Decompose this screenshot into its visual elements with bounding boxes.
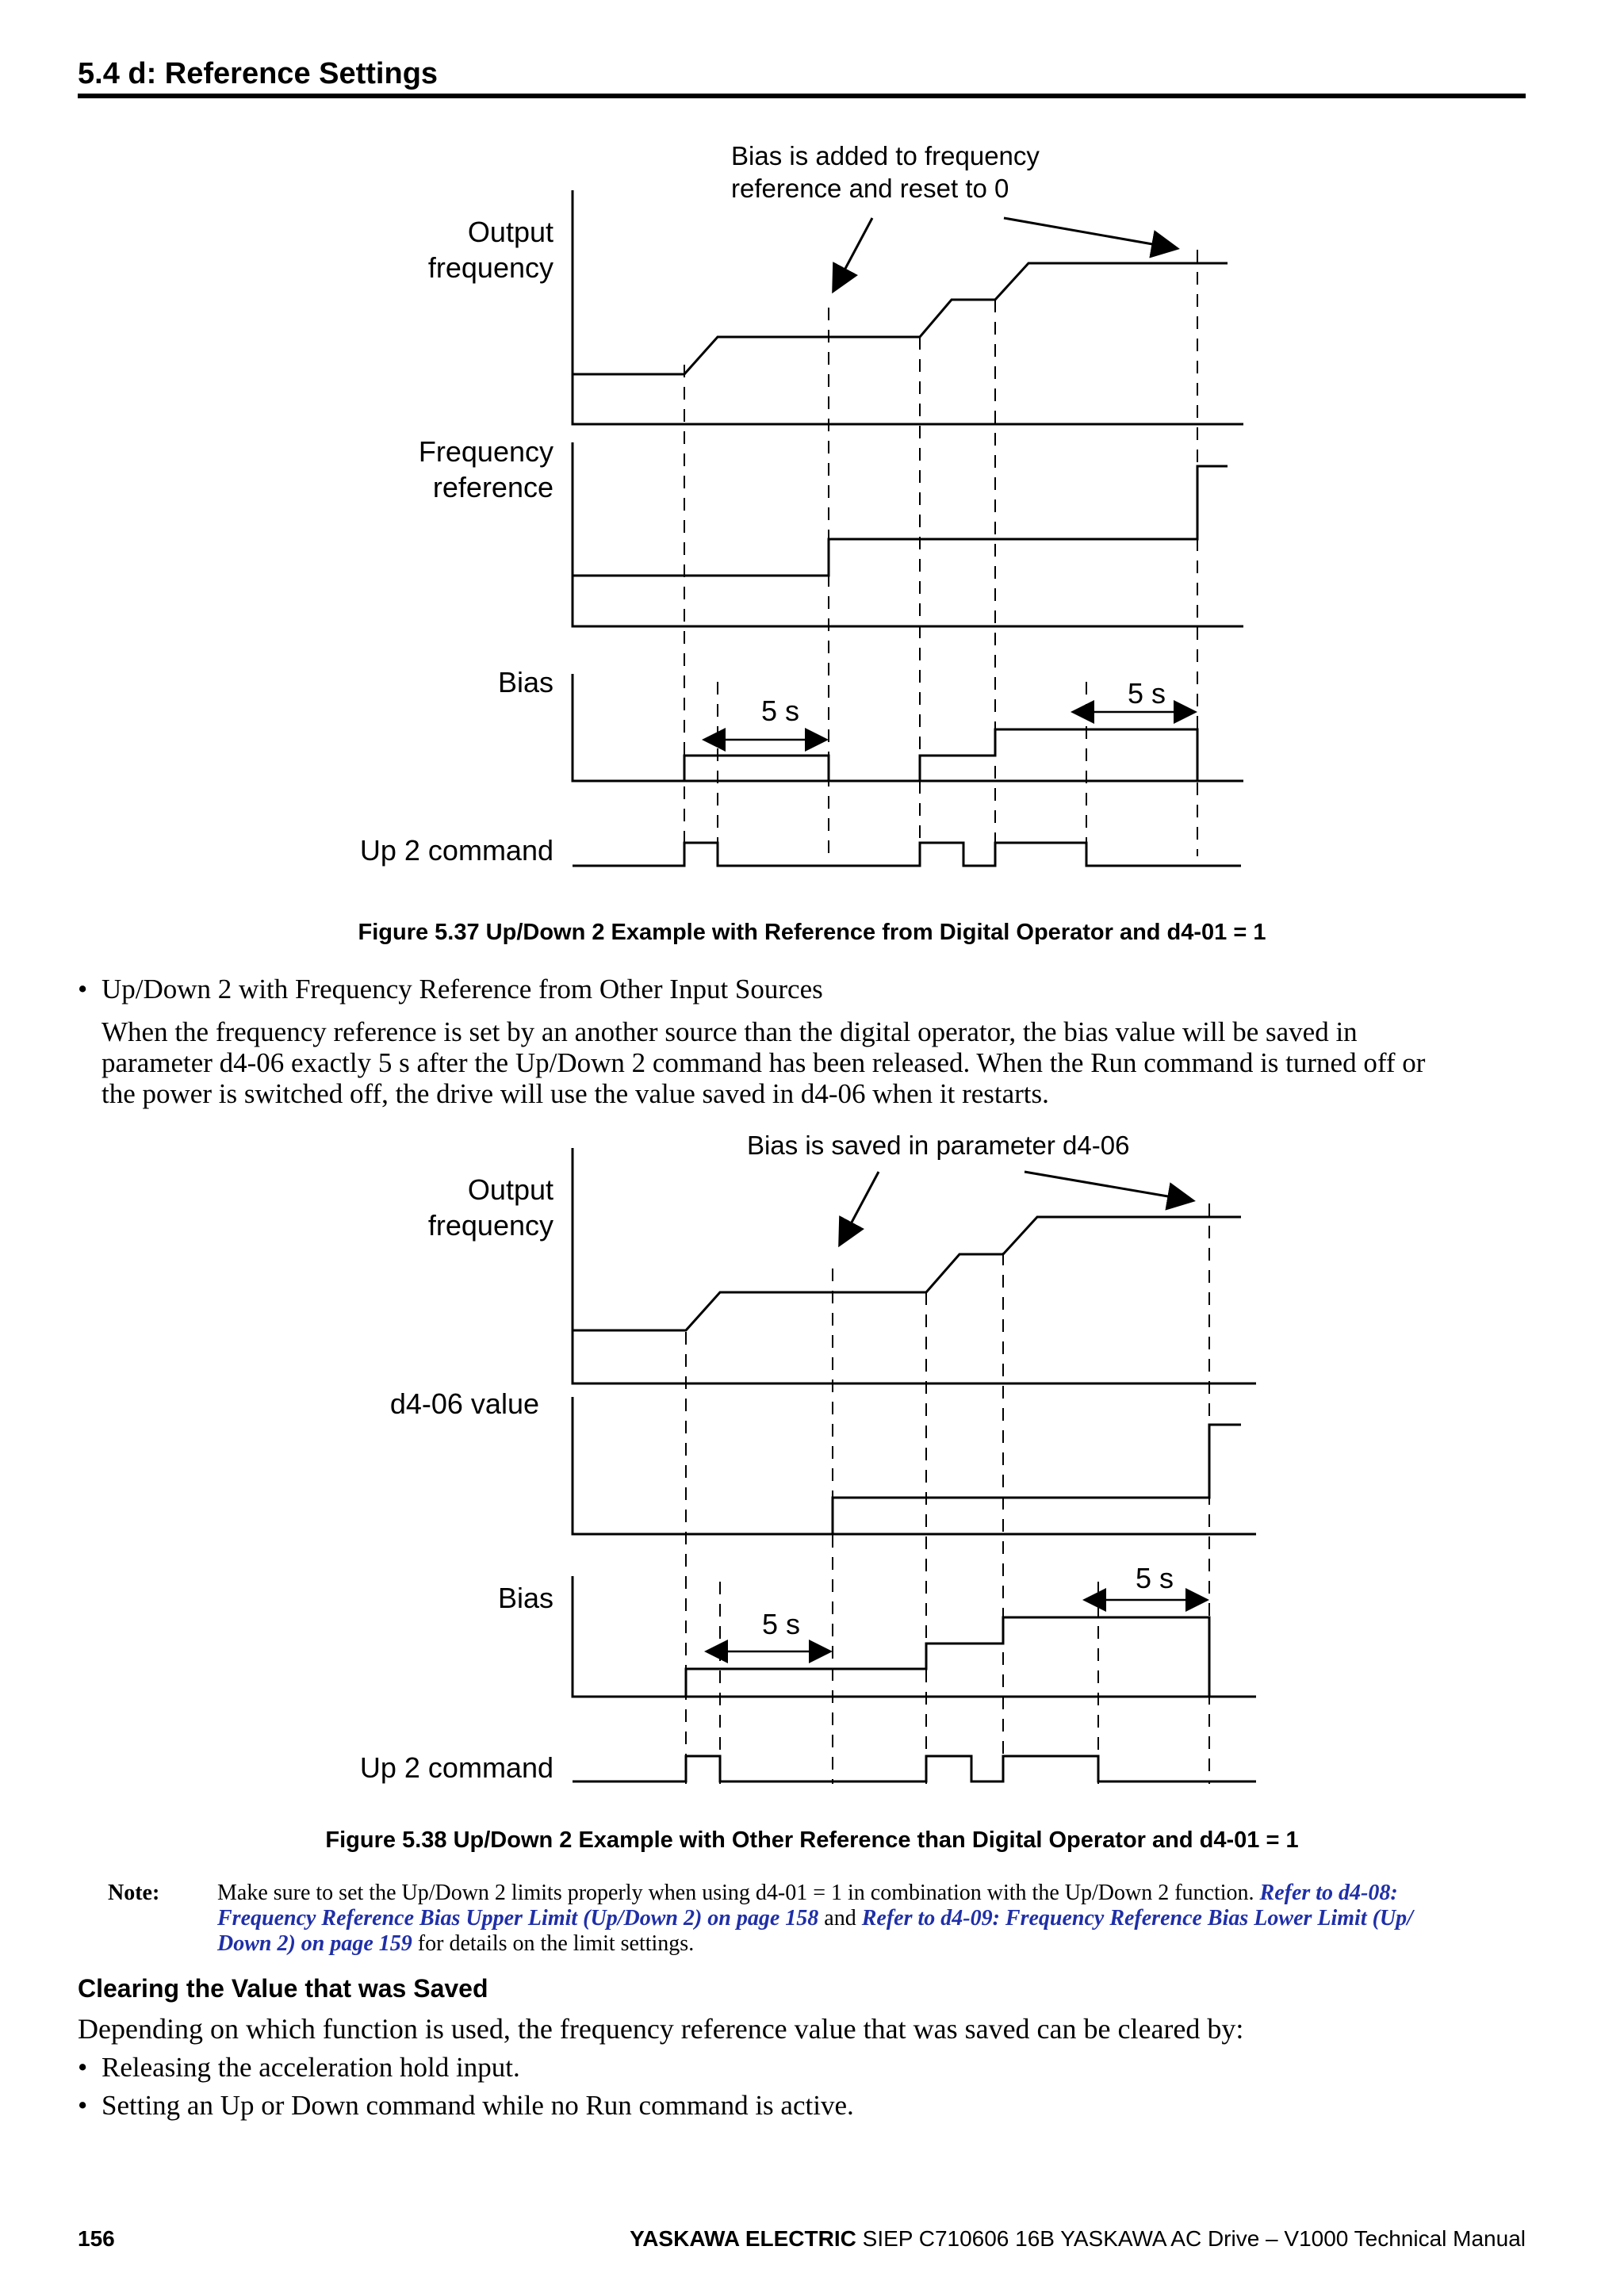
label-d406-value: d4-06 value xyxy=(389,1387,539,1420)
waveform-bias xyxy=(573,1617,1209,1697)
label-up2-command: Up 2 command xyxy=(359,1751,553,1784)
waveform-output-frequency xyxy=(573,1217,1241,1330)
annotation-line-1: Bias is added to frequency xyxy=(731,141,1040,170)
interval-label-left: 5 s xyxy=(761,1608,801,1640)
paragraph-line-3: the power is switched off, the drive will use the value saved in d4-06 when it restarts. xyxy=(102,1078,1049,1109)
paragraph-other-sources xyxy=(102,1016,1529,1109)
heading-clearing-value: Clearing the Value that was Saved xyxy=(78,1974,488,2003)
interval-label-left: 5 s xyxy=(760,695,800,727)
axis-d406-value xyxy=(573,1397,1256,1534)
figure-5-38 xyxy=(0,1110,1624,1871)
paragraph-line-1: When the frequency reference is set by an another source than the digital operator, the bias value will be saved in xyxy=(102,1016,1358,1047)
axis-output-frequency xyxy=(573,1148,1256,1383)
note-label: Note: xyxy=(108,1881,160,1905)
label-output-frequency-2: frequency xyxy=(427,251,553,284)
axis-output-frequency xyxy=(573,190,1243,424)
note-text-a: Make sure to set the Up/Down 2 limits properly when using d4-01 = 1 in combination with the Up/Down 2 function. xyxy=(217,1881,1254,1905)
annotation-arrow-left xyxy=(841,1172,879,1243)
section-header: 5.4 d: Reference Settings xyxy=(78,57,439,90)
footer-doc-title: SIEP C710606 16B YASKAWA AC Drive – V1000 Technical Manual xyxy=(862,2226,1526,2251)
waveform-up2-command xyxy=(573,1756,1256,1781)
paragraph-line-2: parameter d4-06 exactly 5 s after the Up/Down 2 command has been released. When the Run command is turned off or xyxy=(102,1047,1426,1078)
waveform-output-frequency xyxy=(573,263,1228,374)
figure-caption-5-38: Figure 5.38 Up/Down 2 Example with Other Reference than Digital Operator and d4-01 = 1 xyxy=(325,1827,1299,1853)
timing-diagram-1 xyxy=(0,127,1624,920)
label-output-frequency-1: Output xyxy=(467,216,553,248)
footer-brand: YASKAWA ELECTRIC xyxy=(630,2226,856,2251)
axis-frequency-reference xyxy=(573,442,1243,626)
figure-5-37 xyxy=(0,127,1624,936)
label-bias: Bias xyxy=(497,666,553,698)
label-output-frequency-1: Output xyxy=(467,1173,553,1206)
note-body xyxy=(217,1881,1624,1957)
annotation-arrow-left xyxy=(834,218,872,289)
annotation-arrow-right xyxy=(1025,1172,1191,1200)
clearing-bullet-1-text: Releasing the acceleration hold input. xyxy=(102,2052,520,2083)
clearing-bullet-2-text: Setting an Up or Down command while no Run command is active. xyxy=(102,2090,854,2121)
annotation-d406: Bias is saved in parameter d4-06 xyxy=(747,1131,1130,1160)
waveform-bias xyxy=(573,729,1197,781)
link-d4-09-a[interactable]: Refer to d4-09: Frequency Reference Bias Lower Limit (Up/ xyxy=(861,1906,1413,1931)
interval-label-right: 5 s xyxy=(1135,1562,1174,1594)
link-d4-09-b[interactable]: Down 2) on page 159 xyxy=(217,1931,412,1956)
label-up2-command: Up 2 command xyxy=(359,834,553,867)
footer-page-number: 156 xyxy=(78,2226,115,2251)
waveform-up2-command xyxy=(573,843,1241,866)
link-d4-08-b[interactable]: Frequency Reference Bias Upper Limit (Up/Down 2) on page 158 xyxy=(217,1906,819,1931)
bullet-other-sources-title: Up/Down 2 with Frequency Reference from Other Input Sources xyxy=(102,974,823,1004)
link-d4-08-a[interactable]: Refer to d4-08: xyxy=(1259,1881,1398,1905)
header-rule xyxy=(78,94,1526,98)
waveform-d406-value xyxy=(833,1425,1241,1534)
note-text-c: for details on the limit settings. xyxy=(417,1931,695,1956)
waveform-frequency-reference xyxy=(573,466,1228,576)
note-text-b: and xyxy=(824,1906,856,1931)
interval-label-right: 5 s xyxy=(1127,677,1166,710)
label-frequency-reference-2: reference xyxy=(432,471,553,503)
dashed-guides xyxy=(684,250,1197,856)
timing-diagram-2 xyxy=(0,1110,1624,1808)
label-frequency-reference-1: Frequency xyxy=(418,435,553,468)
footer-document-info xyxy=(630,2226,1526,2252)
figure-caption-5-37: Figure 5.37 Up/Down 2 Example with Reference from Digital Operator and d4-01 = 1 xyxy=(358,920,1266,945)
label-bias: Bias xyxy=(497,1582,553,1614)
label-output-frequency-2: frequency xyxy=(427,1209,553,1242)
annotation-line-2: reference and reset to 0 xyxy=(731,174,1009,203)
annotation-arrow-right xyxy=(1004,218,1175,248)
clearing-intro: Depending on which function is used, the frequency reference value that was saved can be cleared by: xyxy=(78,2013,1244,2045)
